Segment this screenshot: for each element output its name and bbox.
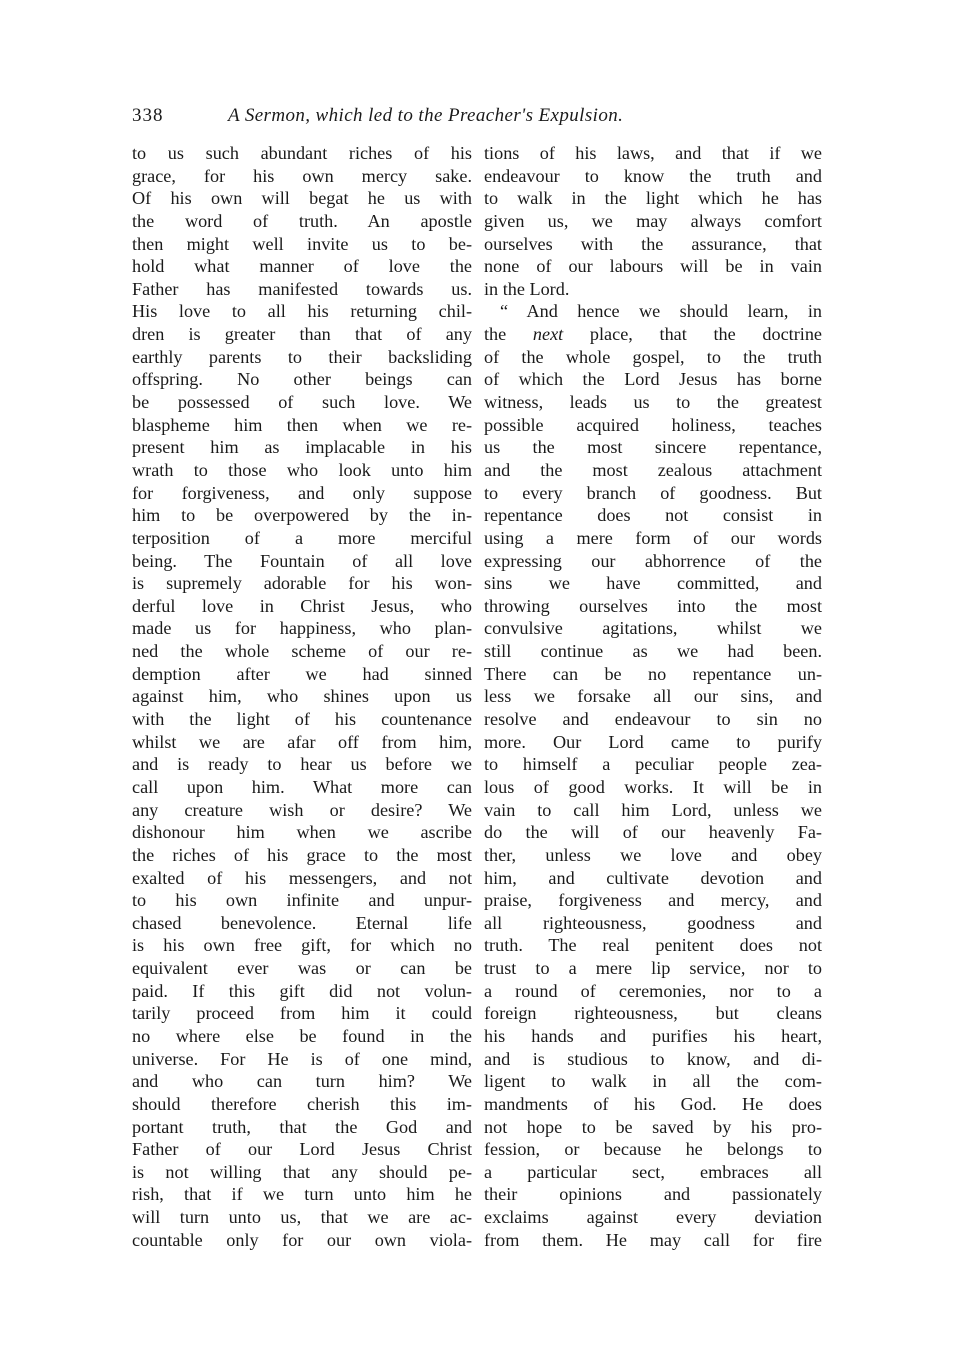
text-line: not hope to be saved by his pro-	[484, 1116, 822, 1137]
text-line: ourselves with the assurance, that	[484, 233, 822, 254]
text-line: their opinions and passionately	[484, 1184, 822, 1205]
text-line: derful love in Christ Jesus, who	[132, 595, 472, 616]
text-line: Of his own will begat he us with	[132, 188, 472, 209]
text-line: is his own free gift, for which no	[132, 935, 472, 956]
text-line: grace, for his own mercy sake.	[132, 165, 472, 186]
text-line: the word of truth. An apostle	[132, 210, 472, 231]
text-line: offspring. No other beings can	[132, 369, 472, 390]
text-line: and who can turn him? We	[132, 1071, 472, 1092]
page-number: 338	[132, 105, 164, 126]
text-line: with the light of his countenance	[132, 709, 472, 730]
text-line: present him as implacable in his	[132, 437, 472, 458]
text-line: using a mere form of our words	[484, 527, 822, 548]
text-line: hold what manner of love the	[132, 256, 472, 277]
text-line: portant truth, that the God and	[132, 1116, 472, 1137]
text-line: be possessed of such love. We	[132, 392, 472, 413]
text-line: ligent to walk in all the com-	[484, 1071, 822, 1092]
text-line: all righteousness, goodness and	[484, 912, 822, 933]
text-line: tions of his laws, and that if we	[484, 143, 822, 163]
text-line: equivalent ever was or can be	[132, 958, 472, 979]
text-line: given us, we may always comfort	[484, 210, 822, 231]
text-line: less we forsake all our sins, and	[484, 686, 822, 707]
text-line: made us for happiness, who plan-	[132, 618, 472, 639]
text-line: will turn unto us, that we are ac-	[132, 1207, 472, 1228]
text-line: more. Our Lord came to purify	[484, 731, 822, 752]
text-line: fession, or because he belongs to	[484, 1139, 822, 1160]
text-line: ned the whole scheme of our re-	[132, 641, 472, 662]
text-line: sins we have committed, and	[484, 573, 822, 594]
text-line: vain to call him Lord, unless we	[484, 799, 822, 820]
text-line: against him, who shines upon us	[132, 686, 472, 707]
text-line: resolve and endeavour to sin no	[484, 709, 822, 730]
text-line: paid. If this gift did not volun-	[132, 980, 472, 1001]
text-line: to his own infinite and unpur-	[132, 890, 472, 911]
text-line: earthly parents to their backsliding	[132, 346, 472, 367]
text-line: from them. He may call for fire	[484, 1229, 822, 1250]
running-title: A Sermon, which led to the Preacher's Expulsion.	[228, 105, 624, 126]
text-line: of the whole gospel, to the truth	[484, 346, 822, 367]
text-line: Father of our Lord Jesus Christ	[132, 1139, 472, 1160]
text-line: throwing ourselves into the most	[484, 595, 822, 616]
text-line: of which the Lord Jesus has borne	[484, 369, 822, 390]
text-line: any creature wish or desire? We	[132, 799, 472, 820]
text-line: and is ready to hear us before we	[132, 754, 472, 775]
text-line: ther, unless we love and obey	[484, 844, 822, 865]
text-line: There can be no repentance un-	[484, 663, 822, 684]
text-line: being. The Fountain of all love	[132, 550, 472, 571]
text-line: endeavour to know the truth and	[484, 165, 822, 186]
text-line: for forgiveness, and only suppose	[132, 482, 472, 503]
text-line: is supremely adorable for his won-	[132, 573, 472, 594]
text-line: in the Lord.	[484, 278, 570, 299]
text-line: a particular sect, embraces all	[484, 1161, 822, 1182]
text-line: “ And hence we should learn, in	[500, 301, 822, 322]
text-line: rish, that if we turn unto him he	[132, 1184, 472, 1205]
text-line: expressing our abhorrence of the	[484, 550, 822, 571]
text-line: possible acquired holiness, teaches	[484, 414, 822, 435]
text-line: his hands and purifies his heart,	[484, 1025, 822, 1046]
text-line: demption after we had sinned	[132, 663, 472, 684]
text-line: praise, forgiveness and mercy, and	[484, 890, 822, 911]
text-line: tarily proceed from him it could	[132, 1003, 472, 1024]
text-line: to himself a peculiar people zea-	[484, 754, 822, 775]
text-line: trust to a mere lip service, nor to	[484, 958, 822, 979]
text-line: no where else be found in the	[132, 1025, 472, 1046]
text-line: whilst we are afar off from him,	[132, 731, 472, 752]
text-line: do the will of our heavenly Fa-	[484, 822, 822, 843]
text-line: to us such abundant riches of his	[132, 143, 472, 163]
text-line: Father has manifested towards us.	[132, 278, 472, 299]
text-line: then might well invite us to be-	[132, 233, 472, 254]
text-line: mandments of his God. He does	[484, 1093, 822, 1114]
text-line: none of our labours will be in vain	[484, 256, 822, 277]
text-line: convulsive agitations, whilst we	[484, 618, 822, 639]
text-line: call upon him. What more can	[132, 776, 472, 797]
text-line: dishonour him when we ascribe	[132, 822, 472, 843]
text-line: exalted of his messengers, and not	[132, 867, 472, 888]
left-text-column	[132, 142, 472, 1251]
text-line: countable only for our own viola-	[132, 1229, 472, 1250]
text-line: him to be overpowered by the in-	[132, 505, 472, 526]
text-line: blaspheme him then when we re-	[132, 414, 472, 435]
running-head	[132, 105, 832, 135]
text-line: still continue as we had been.	[484, 641, 822, 662]
text-line: foreign righteousness, but cleans	[484, 1003, 822, 1024]
text-line: truth. The real penitent does not	[484, 935, 822, 956]
emphasis: next	[532, 324, 564, 345]
text-line: witness, leads us to the greatest	[484, 392, 822, 413]
text-line: lous of good works. It will be in	[484, 776, 822, 797]
text-line: His love to all his returning chil-	[132, 301, 472, 322]
text-line: us the most sincere repentance,	[484, 437, 822, 458]
text-line: the riches of his grace to the most	[132, 844, 472, 865]
text-line: a round of ceremonies, nor to a	[484, 980, 822, 1001]
text-line: terposition of a more merciful	[132, 527, 472, 548]
text-line: to every branch of goodness. But	[484, 482, 822, 503]
text-line: the next place, that the doctrine	[484, 324, 822, 345]
text-line: and is studious to know, and di-	[484, 1048, 822, 1069]
text-line: dren is greater than that of any	[132, 324, 472, 345]
text-line: exclaims against every deviation	[484, 1207, 822, 1228]
text-line: is not willing that any should pe-	[132, 1161, 472, 1182]
text-line: wrath to those who look unto him	[132, 459, 472, 480]
text-line: and the most zealous attachment	[484, 459, 822, 480]
text-line: to walk in the light which he has	[484, 188, 822, 209]
text-line: should therefore cherish this im-	[132, 1093, 472, 1114]
text-line: repentance does not consist in	[484, 505, 822, 526]
text-line: him, and cultivate devotion and	[484, 867, 822, 888]
text-line: chased benevolence. Eternal life	[132, 912, 472, 933]
right-text-column	[484, 142, 822, 1251]
text-line: universe. For He is of one mind,	[132, 1048, 472, 1069]
